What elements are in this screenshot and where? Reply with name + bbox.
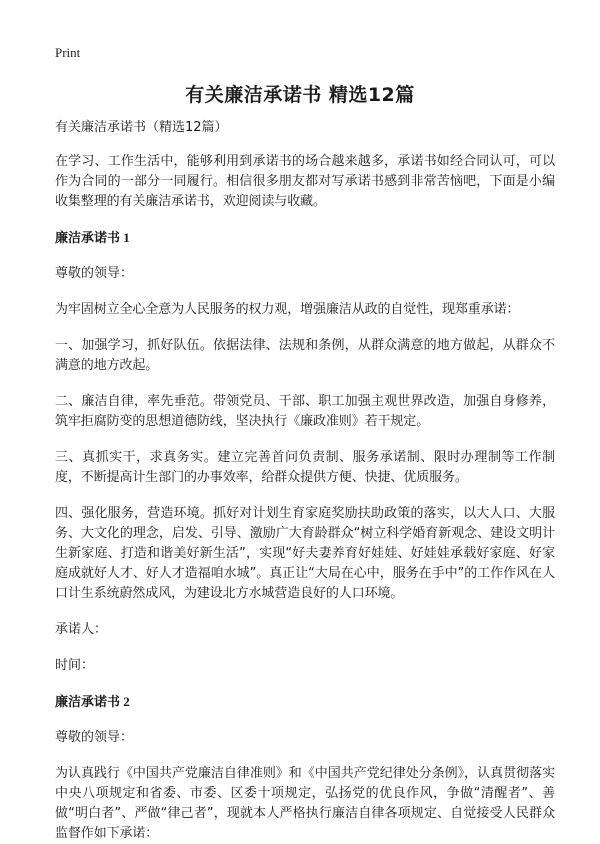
intro-paragraph: 在学习、工作生活中，能够利用到承诺书的场合越来越多，承诺书如经合同认可，可以作为合同的一部分一同履行。相信很多朋友都对写承诺书感到非常苦恼吧，下面是小编收集整理的有关廉洁承诺书，欢迎阅读与收藏。 <box>55 154 555 209</box>
section-heading: 廉洁承诺书 2 <box>55 694 130 709</box>
paragraph: 为认真践行《中国共产党廉洁自律准则》和《中国共产党纪律处分条例》，认真贯彻落实中央八项规定和省委、市委、区委十项规定，弘扬党的优良作风，争做“清醒者”、善做“明白者”、严做“律己者”，现就本人严格执行廉洁自律各项规定、自觉接受人民群众监督作如下承诺： <box>55 766 555 841</box>
signer-label: 承诺人： <box>55 622 108 637</box>
subtitle: 有关廉洁承诺书（精选12篇） <box>55 120 228 135</box>
print-link[interactable]: Print <box>55 45 81 60</box>
paragraph: 一、加强学习，抓好队伍。依据法律、法规和条例，从群众满意的地方做起，从群众不满意的地方改起。 <box>55 338 555 373</box>
section-1 <box>55 228 555 692</box>
time-label: 时间： <box>55 658 95 673</box>
paragraph: 二、廉洁自律，率先垂范。带领党员、干部、职工加强主观世界改造，加强自身修养，筑牢拒腐防变的思想道德防线，坚决执行《廉政准则》若干规定。 <box>55 394 555 429</box>
document-body <box>55 118 555 844</box>
document-title: 有关廉洁承诺书 精选12篇 <box>185 84 415 106</box>
paragraph: 为牢固树立全心全意为人民服务的权力观，增强廉洁从政的自觉性，现郑重承诺： <box>55 302 520 317</box>
greeting: 尊敬的领导： <box>55 730 134 745</box>
paragraph: 四、强化服务，营造环境。抓好对计划生育家庭奖励扶助政策的落实，以大人口、大服务、大文化的理念，启发、引导、激励广大育龄群众“树立科学婚育新观念、建设文明计生新家庭、打造和谐美好新生活”，实现“好夫妻养育好娃娃、好娃娃承载好家庭、好家庭成就好人才、好人才造福咱水城”。真正让“大局在心中，服务在手中”的工作作风在人口计生系统蔚然成风，为建设北方水城营造良好的人口环境。 <box>55 506 555 601</box>
greeting: 尊敬的领导： <box>55 266 134 281</box>
paragraph: 三、真抓实干，求真务实。建立完善首问负责制、服务承诺制、限时办理制等工作制度，不断提高计生部门的办事效率，给群众提供方便、快捷、优质服务。 <box>55 450 555 485</box>
section-heading: 廉洁承诺书 1 <box>55 230 130 245</box>
section-2 <box>55 692 555 844</box>
